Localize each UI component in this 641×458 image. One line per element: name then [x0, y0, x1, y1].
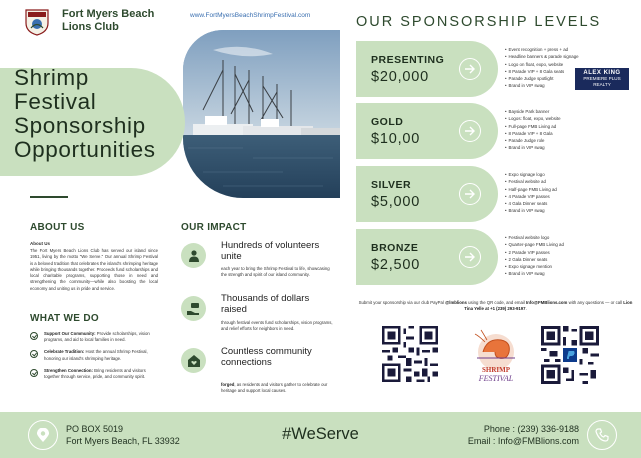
impact-body: through festival events fund scholarships, vision programs, and relief efforts for neighbors in need. [221, 320, 333, 332]
benefit-item: • Expo signage mention [505, 263, 635, 270]
impact-headline: Hundreds of volunteers unite [221, 240, 320, 262]
benefit-item: • Brand in VIP swag [505, 207, 635, 214]
paypal-handle[interactable]: @lmblions [445, 300, 467, 305]
shrimp-festival-logo [465, 328, 527, 388]
tier-name: SILVER [371, 179, 412, 191]
tier-name: PRESENTING [371, 54, 445, 66]
list-item-bold: Strengthen Connection: [44, 367, 93, 373]
benefit-item: • Headline banners & parade signage [505, 53, 635, 60]
submit-instructions [358, 300, 633, 312]
footer-tagline: #WeServe [282, 425, 359, 443]
check-circle-icon [30, 332, 38, 340]
benefit-item: • Half-page FMB Living ad [505, 186, 635, 193]
impact-body [221, 382, 333, 394]
benefit-item: • Festival website logo [505, 234, 635, 241]
list-item-body: Bring residents and visitors together through service, pride, and community spirit. [44, 367, 146, 380]
benefit-item: • 4 Parade VIP passes [505, 193, 635, 200]
list-item [30, 368, 158, 380]
hero-title-line: Shrimp [14, 65, 89, 90]
benefit-item: • Bayside Park banner [505, 108, 635, 115]
tier-benefits-gold [505, 108, 635, 152]
list-item [30, 331, 158, 343]
benefit-item: • Brand in VIP swag [505, 144, 635, 151]
hero-title-line: Festival [14, 89, 97, 114]
tier-card-presenting[interactable] [356, 41, 498, 97]
contact-person: Lion Tina Yelle at +1 (239) 293-9197 [464, 300, 633, 312]
benefit-item: • Brand in VIP swag [505, 270, 635, 277]
benefit-item: • Event recognition + press + ad [505, 46, 635, 53]
tier-card-silver[interactable] [356, 166, 498, 222]
submit-text: with any questions — or call [567, 300, 624, 305]
impact-body-text: , as residents and visitors gather to celebrate our heritage and support local causes. [221, 382, 328, 394]
list-item-text [44, 331, 158, 343]
list-item-body: Host the annual Shrimp Festival, honoring our island's shrimping heritage. [44, 349, 148, 361]
club-name: Fort Myers Beach Lions Club [62, 8, 155, 33]
arrow-right-icon[interactable] [459, 120, 481, 142]
benefit-item: • Expo signage logo [505, 171, 635, 178]
benefit-item: • 2 Gala Dinner seats [505, 256, 635, 263]
impact-heading: OUR IMPACT [181, 222, 247, 233]
hand-money-icon [181, 296, 206, 321]
sponsor-badge [575, 68, 629, 90]
list-item [30, 349, 158, 361]
lions-club-logo [22, 6, 52, 36]
benefit-item: • Festival website ad [505, 178, 635, 185]
about-heading: ABOUT US [30, 222, 85, 233]
list-item-text [44, 368, 158, 380]
footer-email[interactable]: Email : Info@FMBlions.com [467, 435, 579, 446]
paypal-qr-code[interactable] [541, 326, 599, 384]
home-heart-icon [181, 348, 206, 373]
sponsor-badge-sub: PREMIERE PLUS REALTY [583, 76, 621, 87]
impact-body: each year to bring the Shrimp Festival to life, showcasing the strength and spirit of our island community. [221, 266, 330, 278]
tier-name: BRONZE [371, 242, 419, 254]
benefit-item: • 8 Parade VIP + 8 Gala [505, 130, 635, 137]
tier-benefits-silver [505, 171, 635, 215]
benefit-item: • 2 Parade VIP passes [505, 249, 635, 256]
shrimp-boats-photo [183, 30, 340, 198]
footer-contact [468, 424, 579, 447]
volunteer-person-icon [181, 243, 206, 268]
benefit-item: • Logo on float, expo, website [505, 61, 635, 68]
email-link[interactable]: Info@FMBlions.com [525, 300, 568, 305]
festival-logo-line: FESTIVAL [478, 374, 514, 383]
list-item-bold: Celebrate Tradition: [44, 349, 85, 355]
about-subheading: About Us [30, 241, 50, 246]
tier-price: $2,500 [371, 257, 421, 273]
list-item-bold: Support Our Community: [44, 331, 96, 336]
impact-headline: Countless community connections [221, 346, 312, 368]
hero-title [14, 66, 204, 162]
hero-title-line: Sponsorship [14, 113, 146, 138]
website-qr-code[interactable] [382, 326, 438, 382]
phone-icon[interactable] [587, 420, 617, 450]
list-item-body: Provide scholarships, vision programs, and aid to local families in need. [44, 331, 150, 343]
website-link[interactable]: www.FortMyersBeachShrimpFestival.com [190, 12, 311, 19]
what-we-do-list [30, 331, 158, 386]
check-circle-icon [30, 350, 38, 358]
benefit-item: • 4 Gala Dinner seats [505, 200, 635, 207]
hero-title-line: Opportunities [14, 137, 156, 162]
arrow-right-icon[interactable] [459, 183, 481, 205]
footer-phone[interactable]: Phone : (239) 336-9188 [483, 424, 579, 434]
arrow-right-icon[interactable] [459, 246, 481, 268]
tier-card-gold[interactable] [356, 103, 498, 159]
tier-price: $5,000 [371, 194, 421, 210]
sponsor-badge-name: ALEX KING [583, 70, 621, 76]
submit-text: Submit your sponsorship via our club PayPal [358, 300, 446, 305]
tier-price: $10,00 [371, 131, 421, 147]
impact-headline: Thousands of dollars raised [221, 293, 310, 315]
divider [30, 196, 68, 198]
impact-body-bold: forged [221, 382, 235, 387]
submit-text: using the QR code, and email [466, 300, 526, 305]
benefit-item: • Brand in VIP swag [505, 82, 635, 89]
check-circle-icon [30, 369, 38, 377]
about-body: The Fort Myers Beach Lions Club has served our island since 1951, living by the motto "We Serve." Our annual Shrimp Festival is a beloved tradition that celebrates the island's shrimping heritage while bringing thousands together. Proceeds fund scholarships and local charitable programs, supporting those in need and strengthening the community—while also boosting the local economy and uniting us in pride and service. [30, 248, 158, 291]
city-state-zip: Fort Myers Beach, FL 33932 [66, 435, 180, 446]
benefit-item: • Parade Judge role [505, 137, 635, 144]
benefit-item: • Full-page FMB Living ad [505, 123, 635, 130]
benefit-item: • Parade Judge spotlight [505, 75, 635, 82]
festival-logo-line: SHRIMP [482, 366, 510, 374]
footer [0, 412, 641, 458]
arrow-right-icon[interactable] [459, 58, 481, 80]
benefit-item: • Quarter-page FMB Living ad [505, 241, 635, 248]
tier-card-bronze[interactable] [356, 229, 498, 285]
po-box: PO BOX 5019 [66, 424, 124, 434]
submit-text: . [525, 306, 527, 312]
levels-heading: OUR SPONSORSHIP LEVELS [356, 14, 602, 30]
benefit-item: • 8 Parade VIP + 8 Gala seats [505, 68, 635, 75]
tier-name: GOLD [371, 116, 404, 128]
benefit-item: • Logos: float, expo, website [505, 115, 635, 122]
tier-benefits-bronze [505, 234, 635, 278]
list-item-text [44, 349, 158, 361]
tier-price: $20,000 [371, 69, 430, 85]
what-we-do-heading: WHAT WE DO [30, 313, 99, 324]
